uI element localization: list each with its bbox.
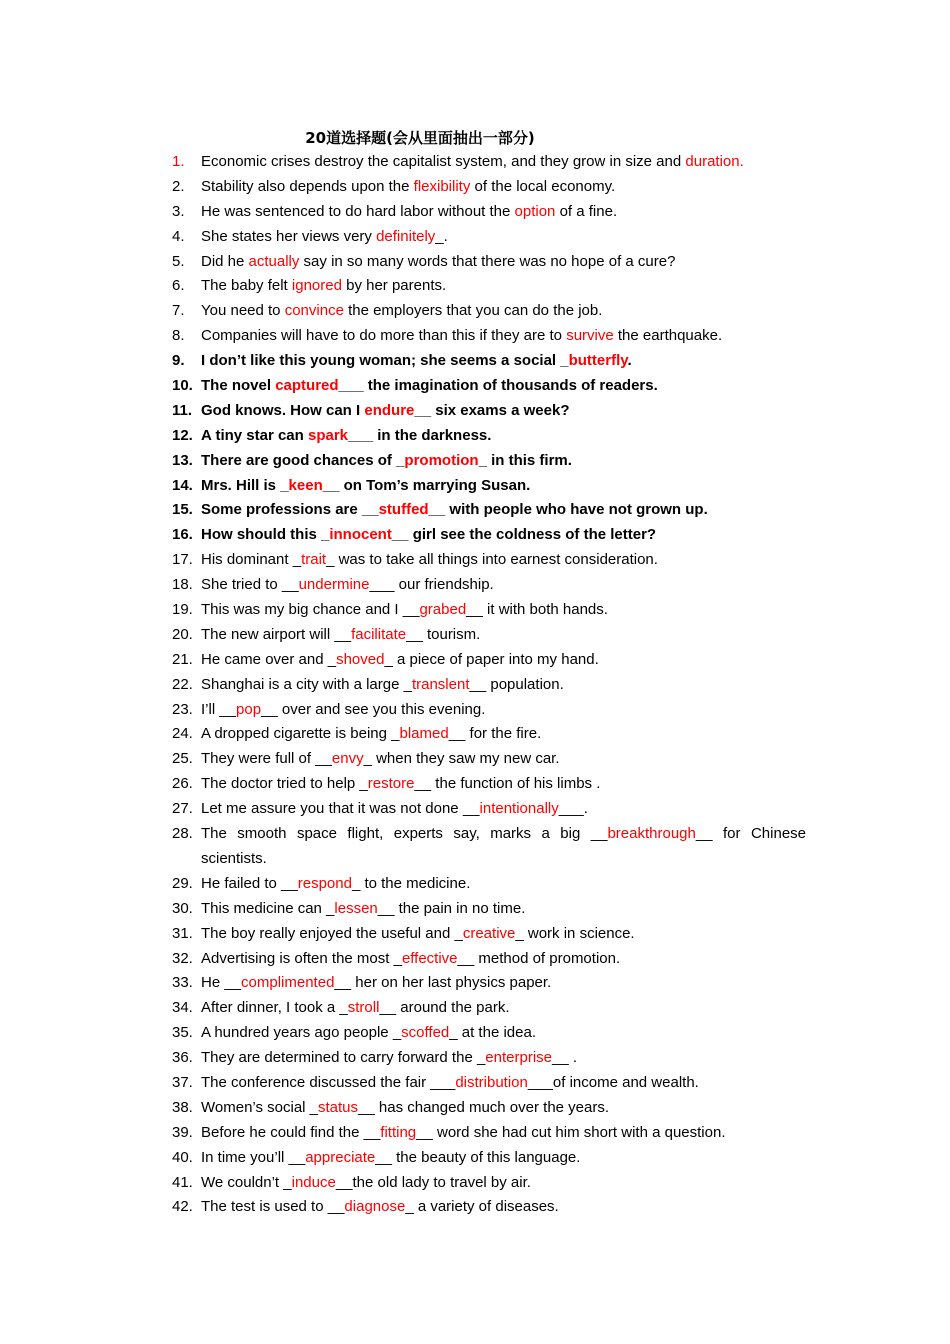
question-number: 15. bbox=[172, 501, 193, 519]
question-item bbox=[172, 971, 806, 996]
question-item bbox=[172, 797, 806, 822]
question-text bbox=[201, 374, 806, 399]
question-number: 21. bbox=[172, 650, 193, 668]
question-text-before: How should this _ bbox=[201, 526, 330, 544]
question-item bbox=[172, 1046, 806, 1071]
question-text bbox=[201, 1121, 806, 1146]
question-item bbox=[172, 225, 806, 250]
question-number: 36. bbox=[172, 1049, 193, 1067]
question-item bbox=[172, 1021, 806, 1046]
question-number: 40. bbox=[172, 1148, 193, 1166]
answer-word: effective bbox=[401, 949, 458, 967]
question-text-after: _ to the medicine. bbox=[351, 874, 471, 892]
question-text bbox=[201, 498, 806, 523]
question-number: 10. bbox=[172, 377, 193, 395]
question-number: 29. bbox=[172, 874, 193, 892]
question-item bbox=[172, 598, 806, 623]
question-number: 12. bbox=[172, 426, 193, 444]
question-item bbox=[172, 274, 806, 299]
answer-word: breakthrough bbox=[607, 825, 696, 843]
question-text-before: This was my big chance and I __ bbox=[201, 601, 420, 619]
question-number: 20. bbox=[172, 625, 193, 643]
question-text-after: ___ our friendship. bbox=[369, 576, 494, 594]
answer-word: shoved bbox=[336, 650, 385, 668]
answer-word: diagnose bbox=[344, 1198, 406, 1216]
question-text bbox=[201, 897, 806, 922]
question-text bbox=[201, 922, 806, 947]
question-text bbox=[201, 872, 806, 897]
question-text bbox=[201, 150, 806, 175]
question-item bbox=[172, 548, 806, 573]
question-number: 37. bbox=[172, 1073, 193, 1091]
answer-word: enterprise bbox=[485, 1049, 552, 1067]
question-text bbox=[201, 1171, 806, 1196]
question-text-before: The novel bbox=[201, 377, 276, 395]
answer-word: translent bbox=[411, 675, 470, 693]
answer-word: respond bbox=[297, 874, 352, 892]
question-item bbox=[172, 822, 806, 872]
question-number: 22. bbox=[172, 675, 193, 693]
question-text-before: We couldn’t _ bbox=[201, 1173, 292, 1191]
question-text bbox=[201, 996, 806, 1021]
question-text-after: __the old lady to travel by air. bbox=[335, 1173, 531, 1191]
question-text-after: __ . bbox=[552, 1049, 578, 1067]
question-text-after: __ method of promotion. bbox=[457, 949, 621, 967]
question-item bbox=[172, 897, 806, 922]
answer-word: definitely bbox=[376, 227, 436, 245]
question-text-before: Shanghai is a city with a large _ bbox=[201, 675, 412, 693]
question-number: 4. bbox=[172, 227, 185, 245]
question-text-after: _. bbox=[435, 227, 448, 245]
question-item bbox=[172, 474, 806, 499]
answer-word: induce bbox=[291, 1173, 336, 1191]
question-text-before: He came over and _ bbox=[201, 650, 337, 668]
question-item bbox=[172, 922, 806, 947]
question-item bbox=[172, 1171, 806, 1196]
question-number: 18. bbox=[172, 576, 193, 594]
question-number: 1. bbox=[172, 153, 185, 170]
question-item bbox=[172, 573, 806, 598]
question-text-after: by her parents. bbox=[341, 277, 447, 295]
question-text bbox=[201, 548, 806, 573]
answer-word: duration. bbox=[685, 153, 744, 170]
question-text-before: The boy really enjoyed the useful and _ bbox=[201, 924, 463, 942]
question-number: 26. bbox=[172, 775, 193, 793]
question-text-before: I’ll __ bbox=[201, 700, 237, 718]
question-text-before: Before he could find the __ bbox=[201, 1123, 381, 1141]
question-text-after: __ the beauty of this language. bbox=[375, 1148, 581, 1166]
question-text-before: Advertising is often the most _ bbox=[201, 949, 402, 967]
question-list bbox=[172, 150, 806, 1220]
answer-word: survive bbox=[566, 327, 614, 345]
question-text bbox=[201, 324, 806, 349]
answer-word: convince bbox=[284, 302, 344, 320]
question-text-after: __ has changed much over the years. bbox=[358, 1098, 610, 1116]
question-number: 6. bbox=[172, 277, 185, 295]
question-number: 24. bbox=[172, 725, 193, 743]
question-text-before: She tried to __ bbox=[201, 576, 299, 594]
question-text-before: A dropped cigarette is being _ bbox=[201, 725, 400, 743]
answer-word: actually bbox=[248, 252, 300, 270]
question-number: 17. bbox=[172, 551, 193, 569]
answer-word: ignored bbox=[291, 277, 342, 295]
question-item bbox=[172, 150, 806, 175]
question-text bbox=[201, 623, 806, 648]
answer-word: spark bbox=[307, 426, 349, 444]
question-text-after: _ was to take all things into earnest consideration. bbox=[326, 551, 658, 569]
question-text-before: The smooth space flight, experts say, marks a big __ bbox=[201, 825, 608, 843]
question-item bbox=[172, 250, 806, 275]
question-text-after: . bbox=[627, 352, 632, 370]
question-text-before: Stability also depends upon the bbox=[201, 177, 414, 195]
question-text-before: Economic crises destroy the capitalist system, and they grow in size and bbox=[201, 153, 686, 170]
answer-word: complimented bbox=[241, 974, 335, 992]
question-number: 32. bbox=[172, 949, 193, 967]
question-text bbox=[201, 175, 806, 200]
question-text-after: __ tourism. bbox=[406, 625, 481, 643]
question-text-before: A hundred years ago people _ bbox=[201, 1024, 402, 1042]
question-item bbox=[172, 498, 806, 523]
question-text-before: He __ bbox=[201, 974, 242, 992]
question-number: 11. bbox=[172, 401, 193, 419]
question-item bbox=[172, 648, 806, 673]
answer-word: pop bbox=[236, 700, 262, 718]
question-text-before: This medicine can _ bbox=[201, 899, 335, 917]
question-text-before: God knows. How can I bbox=[201, 401, 365, 419]
question-item bbox=[172, 1121, 806, 1146]
question-number: 16. bbox=[172, 526, 193, 544]
question-text bbox=[201, 1096, 806, 1121]
question-text bbox=[201, 947, 806, 972]
answer-word: keen bbox=[288, 476, 323, 494]
question-number: 7. bbox=[172, 302, 185, 320]
question-text-after: _ a variety of diseases. bbox=[405, 1198, 559, 1216]
answer-word: stroll bbox=[347, 999, 380, 1017]
question-text-before: She states her views very bbox=[201, 227, 377, 245]
question-text bbox=[201, 474, 806, 499]
question-text-before: The new airport will __ bbox=[201, 625, 352, 643]
question-text-before: His dominant _ bbox=[201, 551, 302, 569]
question-text-before: Some professions are __ bbox=[201, 501, 379, 519]
question-text-before: You need to bbox=[201, 302, 285, 320]
question-text-after: __ six exams a week? bbox=[414, 401, 570, 419]
question-number: 34. bbox=[172, 999, 193, 1017]
answer-word: flexibility bbox=[413, 177, 471, 195]
question-text bbox=[201, 698, 806, 723]
question-text-before: Did he bbox=[201, 252, 249, 270]
answer-word: facilitate bbox=[351, 625, 407, 643]
question-text-after: _ work in science. bbox=[515, 924, 635, 942]
question-number: 27. bbox=[172, 800, 193, 818]
question-text-after: _ a piece of paper into my hand. bbox=[384, 650, 599, 668]
question-text-after: __ her on her last physics paper. bbox=[334, 974, 552, 992]
question-text-after: __ with people who have not grown up. bbox=[428, 501, 708, 519]
question-number: 33. bbox=[172, 974, 193, 992]
question-item bbox=[172, 175, 806, 200]
question-item bbox=[172, 299, 806, 324]
question-text bbox=[201, 1071, 806, 1096]
question-text-after: __ for Chinese scientists. bbox=[201, 825, 807, 867]
question-text-after: __ girl see the coldness of the letter? bbox=[391, 526, 657, 544]
question-text-before: The conference discussed the fair ___ bbox=[201, 1073, 456, 1091]
answer-word: stuffed bbox=[378, 501, 429, 519]
question-item bbox=[172, 698, 806, 723]
question-item bbox=[172, 947, 806, 972]
answer-word: trait bbox=[301, 551, 327, 569]
question-item bbox=[172, 1195, 806, 1220]
question-text-after: __ population. bbox=[469, 675, 564, 693]
question-text-before: I don’t like this young woman; she seems a social _ bbox=[201, 352, 569, 370]
question-text-after: ___ the imagination of thousands of readers. bbox=[338, 377, 658, 395]
question-number: 13. bbox=[172, 451, 193, 469]
answer-word: undermine bbox=[298, 576, 370, 594]
question-number: 38. bbox=[172, 1098, 193, 1116]
question-text bbox=[201, 225, 806, 250]
question-number: 9. bbox=[172, 352, 185, 370]
question-item bbox=[172, 673, 806, 698]
question-item bbox=[172, 349, 806, 374]
question-number: 42. bbox=[172, 1198, 193, 1216]
question-text-after: of a fine. bbox=[555, 202, 618, 220]
question-text-after: of the local economy. bbox=[470, 177, 616, 195]
question-text-before: The test is used to __ bbox=[201, 1198, 345, 1216]
question-text-after: the earthquake. bbox=[613, 327, 723, 345]
question-number: 19. bbox=[172, 601, 193, 619]
question-number: 2. bbox=[172, 177, 185, 195]
question-number: 5. bbox=[172, 252, 185, 270]
question-text-before: Let me assure you that it was not done __ bbox=[201, 800, 480, 818]
question-text-after: ___of income and wealth. bbox=[527, 1073, 699, 1091]
question-item bbox=[172, 996, 806, 1021]
answer-word: endure bbox=[364, 401, 415, 419]
question-text-after: ___. bbox=[558, 800, 588, 818]
question-number: 28. bbox=[172, 825, 193, 843]
question-text-before: Companies will have to do more than this if they are to bbox=[201, 327, 567, 345]
answer-word: envy bbox=[331, 750, 364, 768]
question-text-after: __ the pain in no time. bbox=[377, 899, 526, 917]
question-number: 39. bbox=[172, 1123, 193, 1141]
question-text bbox=[201, 200, 806, 225]
question-text-before: Women’s social _ bbox=[201, 1098, 318, 1116]
answer-word: scoffed bbox=[401, 1024, 450, 1042]
answer-word: lessen bbox=[334, 899, 378, 917]
answer-word: grabed bbox=[419, 601, 467, 619]
question-number: 8. bbox=[172, 327, 185, 345]
question-text bbox=[201, 399, 806, 424]
question-text-after: __ on Tom’s marrying Susan. bbox=[322, 476, 531, 494]
question-item bbox=[172, 449, 806, 474]
question-text-after: say in so many words that there was no hope of a cure? bbox=[299, 252, 676, 270]
question-text-after: __ the function of his limbs . bbox=[414, 775, 601, 793]
answer-word: intentionally bbox=[479, 800, 559, 818]
page-title: 20道选择题(会从里面抽出一部分) bbox=[305, 129, 535, 147]
question-text bbox=[201, 1195, 806, 1220]
question-text bbox=[201, 648, 806, 673]
question-text-after: __ around the park. bbox=[379, 999, 510, 1017]
answer-word: captured bbox=[275, 377, 339, 395]
question-text-before: They were full of __ bbox=[201, 750, 332, 768]
question-text-after: _ at the idea. bbox=[449, 1024, 536, 1042]
question-item bbox=[172, 1096, 806, 1121]
question-item bbox=[172, 623, 806, 648]
question-text bbox=[201, 424, 806, 449]
question-text bbox=[201, 349, 806, 374]
question-text-before: Mrs. Hill is _ bbox=[201, 476, 289, 494]
question-text bbox=[201, 1046, 806, 1071]
answer-word: appreciate bbox=[305, 1148, 376, 1166]
question-text bbox=[201, 822, 806, 872]
question-item bbox=[172, 772, 806, 797]
question-text bbox=[201, 747, 806, 772]
question-item bbox=[172, 1146, 806, 1171]
question-text-before: He was sentenced to do hard labor without the bbox=[201, 202, 515, 220]
question-number: 35. bbox=[172, 1024, 193, 1042]
question-text-after: __ it with both hands. bbox=[466, 601, 608, 619]
question-item bbox=[172, 872, 806, 897]
question-text-before: In time you’ll __ bbox=[201, 1148, 306, 1166]
question-text-before: He failed to __ bbox=[201, 874, 298, 892]
question-text bbox=[201, 1021, 806, 1046]
question-text-before: A tiny star can bbox=[201, 426, 308, 444]
question-text-after: the employers that you can do the job. bbox=[343, 302, 603, 320]
answer-word: fitting bbox=[380, 1123, 417, 1141]
answer-word: promotion bbox=[404, 451, 479, 469]
question-text-after: ___ in the darkness. bbox=[348, 426, 492, 444]
question-item bbox=[172, 424, 806, 449]
question-item bbox=[172, 374, 806, 399]
question-item bbox=[172, 200, 806, 225]
question-text bbox=[201, 797, 806, 822]
question-text bbox=[201, 250, 806, 275]
answer-word: status bbox=[318, 1098, 359, 1116]
question-text bbox=[201, 449, 806, 474]
question-text-after: __ for the fire. bbox=[448, 725, 542, 743]
question-text bbox=[201, 673, 806, 698]
answer-word: distribution bbox=[455, 1073, 528, 1091]
question-text-after: _ when they saw my new car. bbox=[363, 750, 560, 768]
question-item bbox=[172, 1071, 806, 1096]
question-text bbox=[201, 523, 806, 548]
question-text bbox=[201, 1146, 806, 1171]
question-number: 31. bbox=[172, 924, 193, 942]
question-text-after: __ word she had cut him short with a question. bbox=[416, 1123, 726, 1141]
question-item bbox=[172, 523, 806, 548]
question-text-after: _ in this firm. bbox=[478, 451, 572, 469]
answer-word: butterfly bbox=[568, 352, 628, 370]
answer-word: option bbox=[514, 202, 556, 220]
answer-word: restore bbox=[367, 775, 415, 793]
question-text bbox=[201, 573, 806, 598]
question-item bbox=[172, 722, 806, 747]
question-text-before: They are determined to carry forward the _ bbox=[201, 1049, 486, 1067]
question-number: 30. bbox=[172, 899, 193, 917]
question-text bbox=[201, 274, 806, 299]
question-text bbox=[201, 772, 806, 797]
question-text-before: There are good chances of _ bbox=[201, 451, 405, 469]
question-number: 3. bbox=[172, 202, 185, 220]
question-number: 41. bbox=[172, 1173, 193, 1191]
answer-word: innocent bbox=[329, 526, 392, 544]
question-item bbox=[172, 324, 806, 349]
answer-word: blamed bbox=[399, 725, 449, 743]
question-text bbox=[201, 722, 806, 747]
question-text bbox=[201, 598, 806, 623]
question-number: 23. bbox=[172, 700, 193, 718]
question-text-before: After dinner, I took a _ bbox=[201, 999, 348, 1017]
question-text bbox=[201, 971, 806, 996]
question-text-after: __ over and see you this evening. bbox=[261, 700, 486, 718]
question-text bbox=[201, 299, 806, 324]
question-text-before: The baby felt bbox=[201, 277, 292, 295]
answer-word: creative bbox=[462, 924, 516, 942]
question-number: 14. bbox=[172, 476, 193, 494]
question-text-before: The doctor tried to help _ bbox=[201, 775, 368, 793]
question-item bbox=[172, 747, 806, 772]
question-number: 25. bbox=[172, 750, 193, 768]
question-item bbox=[172, 399, 806, 424]
